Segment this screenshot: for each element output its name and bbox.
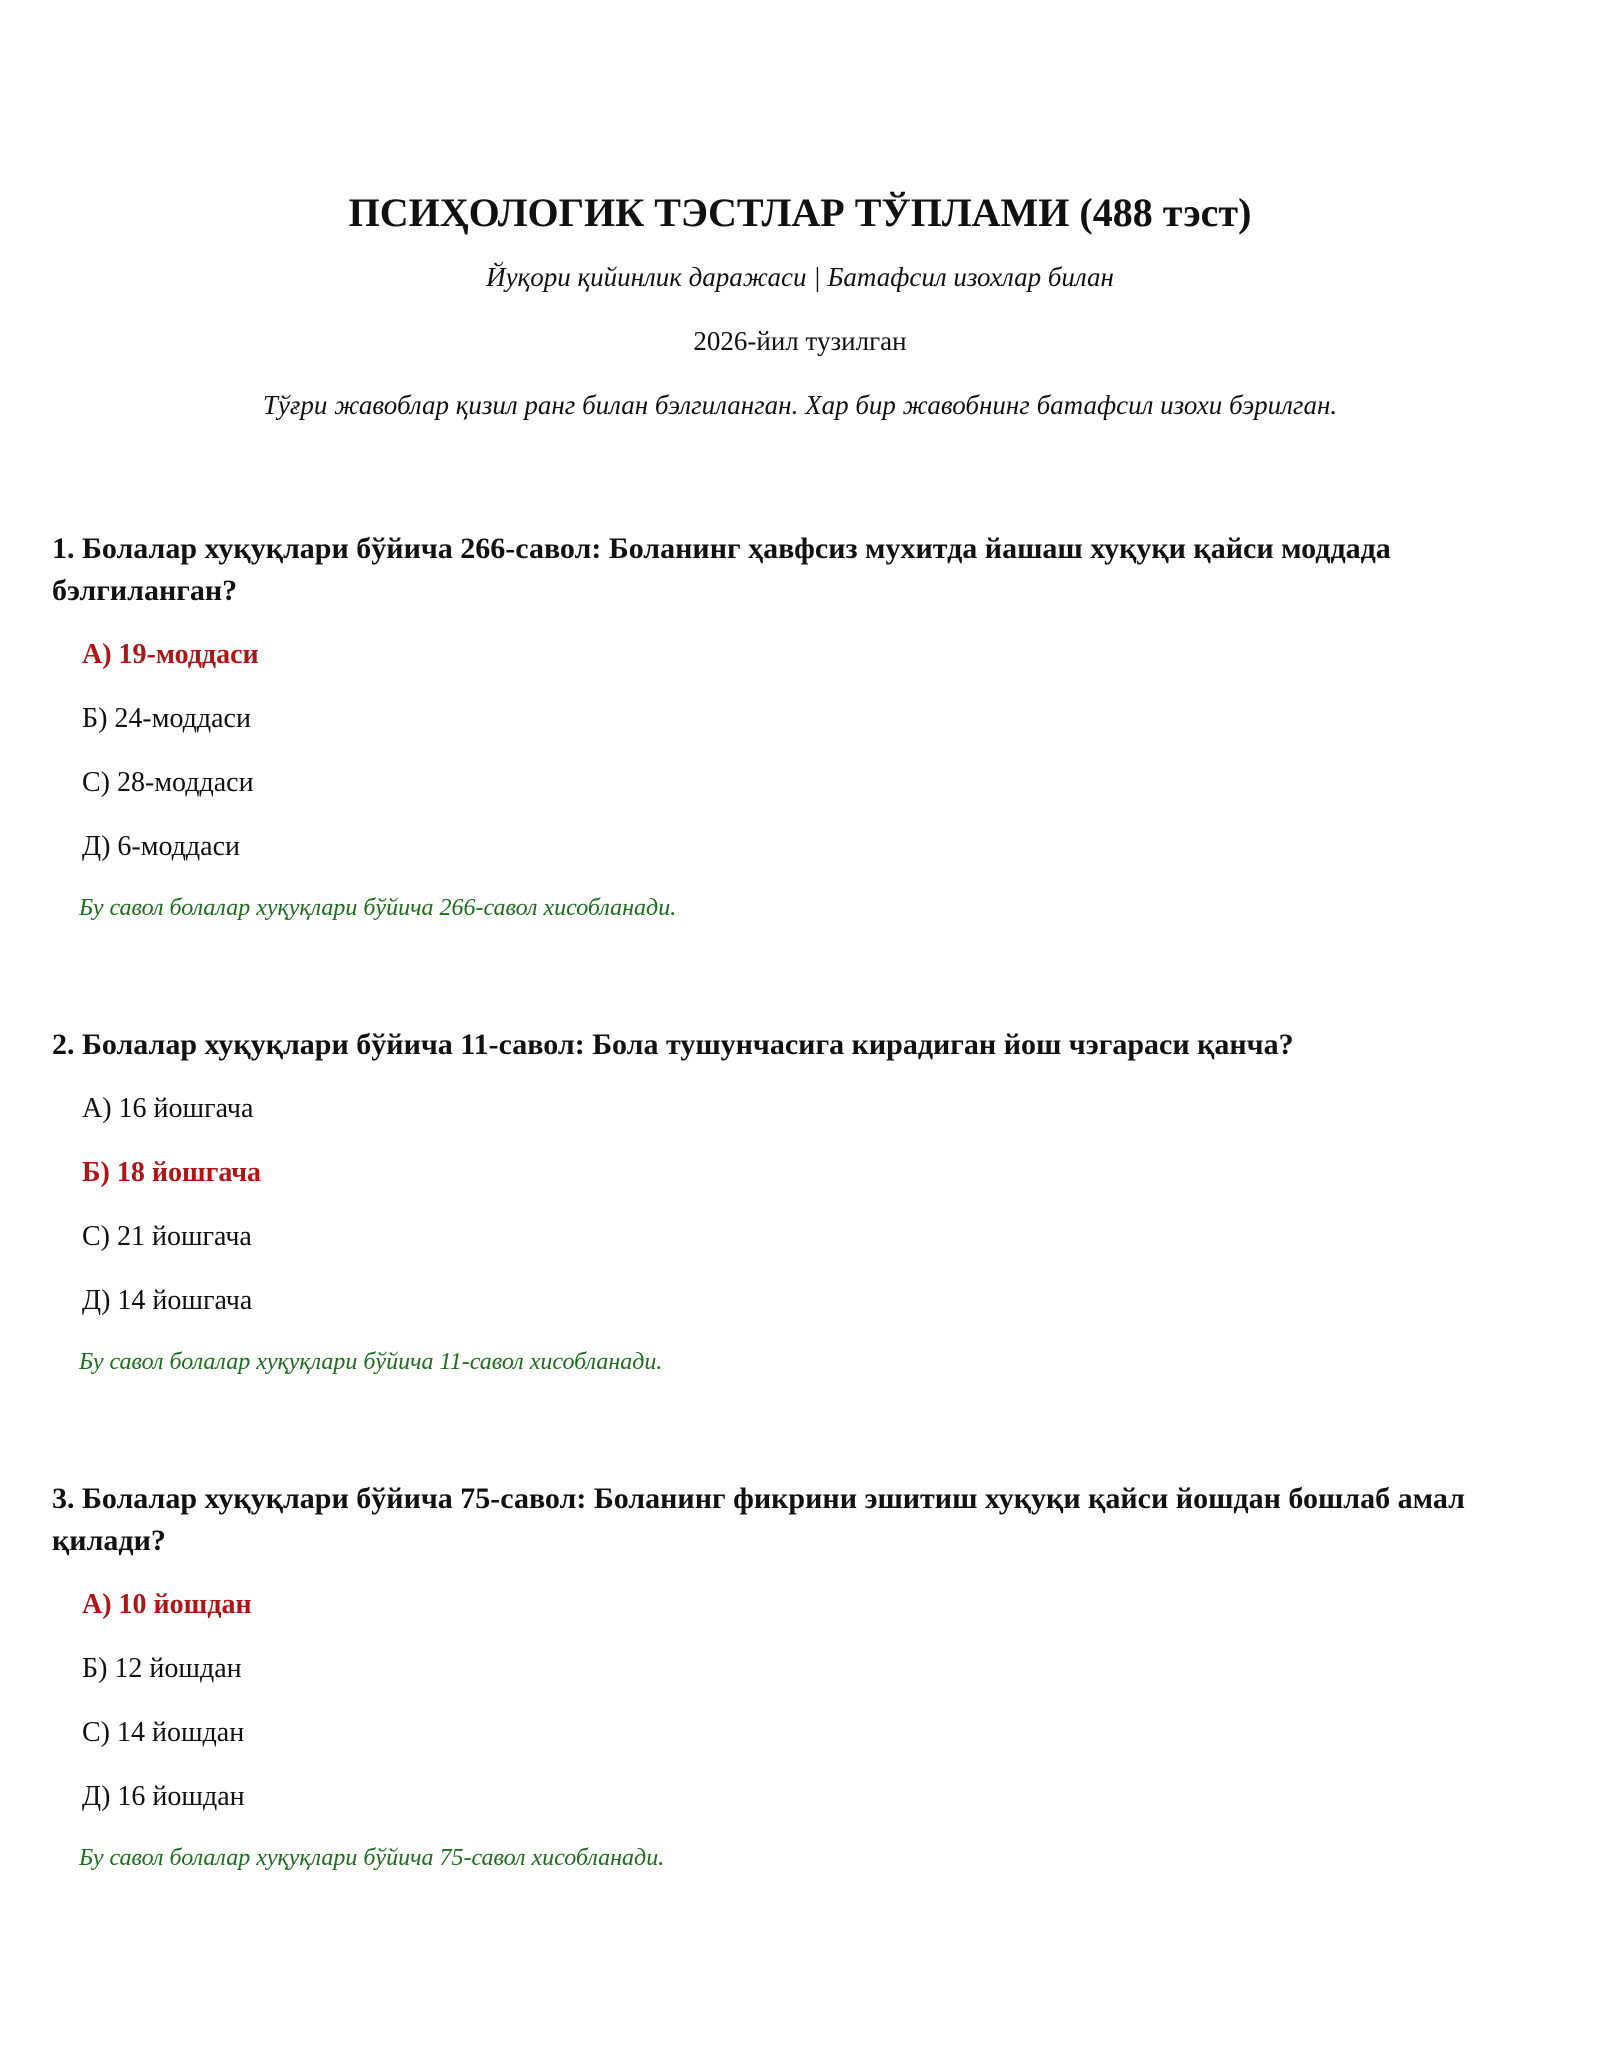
question-2 (52, 1024, 1552, 1380)
option-d: Д) 16 йошдан (82, 1781, 245, 1812)
option-list (82, 1584, 1552, 1818)
option-c: С) 14 йошдан (82, 1717, 245, 1748)
option-d: Д) 6-моддаси (82, 831, 240, 862)
question-text: 1. Болалар хуқуқлари бўйича 266-савол: Боланинг ҳавфсиз мухитда йашаш хуқуқи қайси моддада бэлгиланган? (52, 532, 1391, 607)
option-b: Б) 18 йошгача (82, 1157, 261, 1188)
document-year: 2026-йил тузилган (693, 326, 907, 356)
option-c: С) 28-моддаси (82, 767, 254, 798)
option-list (82, 1088, 1552, 1322)
option-a: А) 10 йошдан (82, 1589, 252, 1620)
option-b: Б) 24-моддаси (82, 703, 251, 734)
question-text: 3. Болалар хуқуқлари бўйича 75-савол: Боланинг фикрини эшитиш хуқуқи қайси йошдан бошлаб амал қилади? (52, 1482, 1465, 1557)
document-note: Тўғри жавоблар қизил ранг билан бэлгиланган. Хар бир жавобнинг батафсил изохи бэрилган. (262, 390, 1338, 420)
explanation: Бу савол болалар хуқуқлари бўйича 266-савол хисобланади. (79, 895, 677, 921)
document-title: ПСИҲОЛОГИК ТЭСТЛАР ТЎПЛАМИ (488 тэст) (348, 190, 1252, 235)
question-3 (52, 1478, 1552, 1876)
explanation: Бу савол болалар хуқуқлари бўйича 75-савол хисобланади. (79, 1845, 665, 1871)
document-header (0, 185, 1600, 427)
option-list (82, 634, 1552, 868)
option-a: А) 19-моддаси (82, 639, 259, 670)
option-b: Б) 12 йошдан (82, 1653, 242, 1684)
option-c: С) 21 йошгача (82, 1221, 252, 1252)
document-subtitle: Йуқори қийинлик даражаси | Батафсил изохлар билан (486, 262, 1114, 292)
explanation: Бу савол болалар хуқуқлари бўйича 11-савол хисобланади. (79, 1349, 663, 1375)
question-text: 2. Болалар хуқуқлари бўйича 11-савол: Бола тушунчасига кирадиган йош чэгараси қанча? (52, 1028, 1294, 1061)
option-a: А) 16 йошгача (82, 1093, 254, 1124)
option-d: Д) 14 йошгача (82, 1285, 253, 1316)
question-1 (52, 528, 1552, 926)
